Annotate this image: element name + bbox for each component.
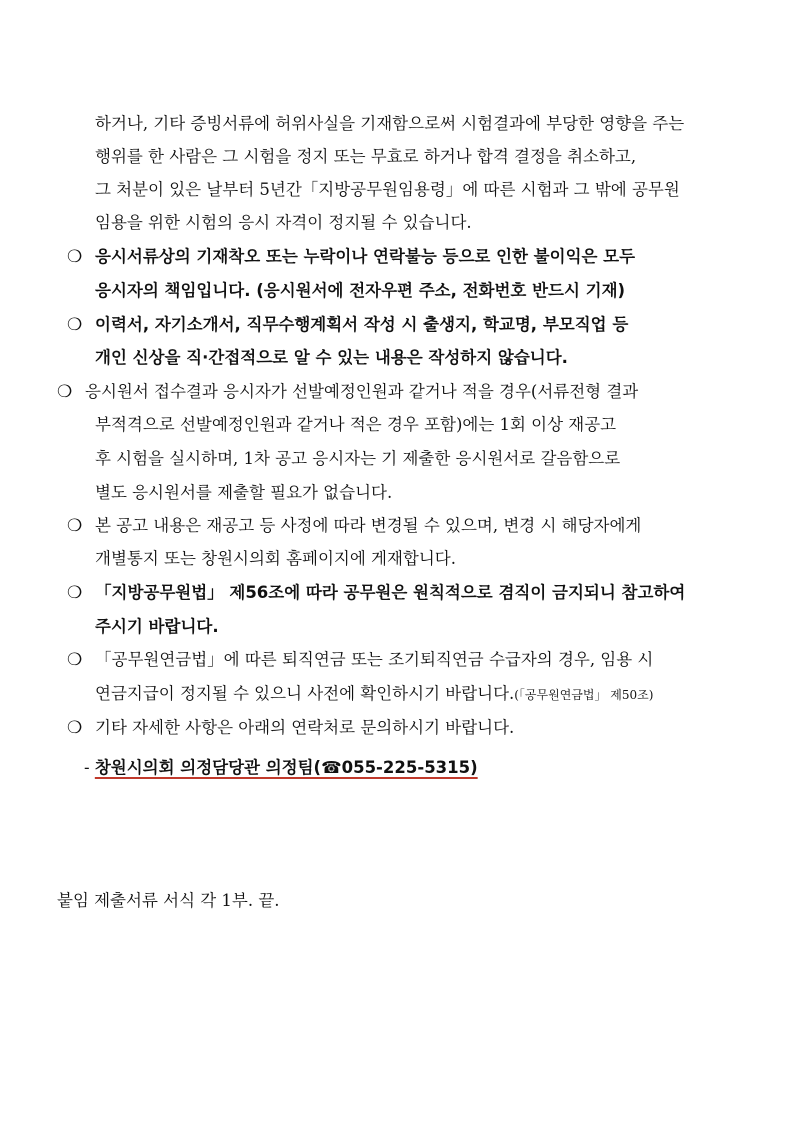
paragraph-line: 부적격으로 선발예정인원과 같거나 적은 경우 포함)에는 1회 이상 재공고 — [95, 415, 617, 434]
paragraph-line: 응시서류상의 기재착오 또는 누락이나 연락불능 등으로 인한 불이익은 모두 — [95, 247, 636, 266]
bullet-circle-icon: ❍ — [67, 583, 83, 603]
paragraph-line: 본 공고 내용은 재공고 등 사정에 따라 변경될 수 있으며, 변경 시 해당자에게 — [95, 516, 642, 535]
paragraph-line: 응시자의 책임입니다. (응시원서에 전자우편 주소, 전화번호 반드시 기재) — [95, 281, 626, 300]
paragraph-line: 임용을 위한 시험의 응시 자격이 정지될 수 있습니다. — [95, 213, 472, 232]
law-reference-note: (「공무원연금법」 제50조) — [514, 688, 654, 702]
bullet-circle-icon: ❍ — [67, 718, 83, 738]
paragraph-line: 하거나, 기타 증빙서류에 허위사실을 기재함으로써 시험결과에 부당한 영향을 주는 — [95, 114, 685, 133]
bullet-circle-icon: ❍ — [67, 315, 83, 335]
paragraph-line: 그 처분이 있은 날부터 5년간「지방공무원임용령」에 따른 시험과 그 밖에 공무원 — [95, 180, 680, 199]
paragraph-line: 「지방공무원법」 제56조에 따라 공무원은 원칙적으로 겸직이 금지되니 참고하여 — [95, 583, 686, 602]
paragraph-text: 연금지급이 정지될 수 있으니 사전에 확인하시기 바랍니다. — [95, 684, 515, 703]
paragraph-line: 이력서, 자기소개서, 직무수행계획서 작성 시 출생지, 학교명, 부모직업 등 — [95, 315, 629, 334]
contact-dash: - — [84, 758, 90, 777]
paragraph-line: 기타 자세한 사항은 아래의 연락처로 문의하시기 바랍니다. — [95, 718, 515, 737]
contact-info: 창원시의회 의정담당관 의정팀(☎055-225-5315) — [94, 758, 478, 777]
paragraph-line: 주시기 바랍니다. — [95, 617, 219, 636]
bullet-circle-icon: ❍ — [57, 382, 73, 402]
bullet-circle-icon: ❍ — [67, 516, 83, 536]
paragraph-line: 「공무원연금법」에 따른 퇴직연금 또는 조기퇴직연금 수급자의 경우, 임용 시 — [95, 650, 654, 669]
paragraph-line: 개인 신상을 직·간접적으로 알 수 있는 내용은 작성하지 않습니다. — [95, 348, 568, 367]
paragraph-line — [95, 682, 653, 707]
paragraph-line: 후 시험을 실시하며, 1차 공고 응시자는 기 제출한 응시원서로 갈음함으로 — [95, 449, 621, 468]
paragraph-line: 별도 응시원서를 제출할 필요가 없습니다. — [95, 483, 393, 502]
paragraph-line: 행위를 한 사람은 그 시험을 정지 또는 무효로 하거나 합격 결정을 취소하고, — [95, 147, 637, 166]
paragraph-line: 개별통지 또는 창원시의회 홈페이지에 게재합니다. — [95, 549, 456, 568]
attachment-note: 붙임 제출서류 서식 각 1부. 끝. — [57, 891, 280, 910]
paragraph-line: 응시원서 접수결과 응시자가 선발예정인원과 같거나 적을 경우(서류전형 결과 — [85, 382, 639, 401]
contact-line — [84, 756, 478, 780]
bullet-circle-icon: ❍ — [67, 650, 83, 670]
bullet-circle-icon: ❍ — [67, 247, 83, 267]
